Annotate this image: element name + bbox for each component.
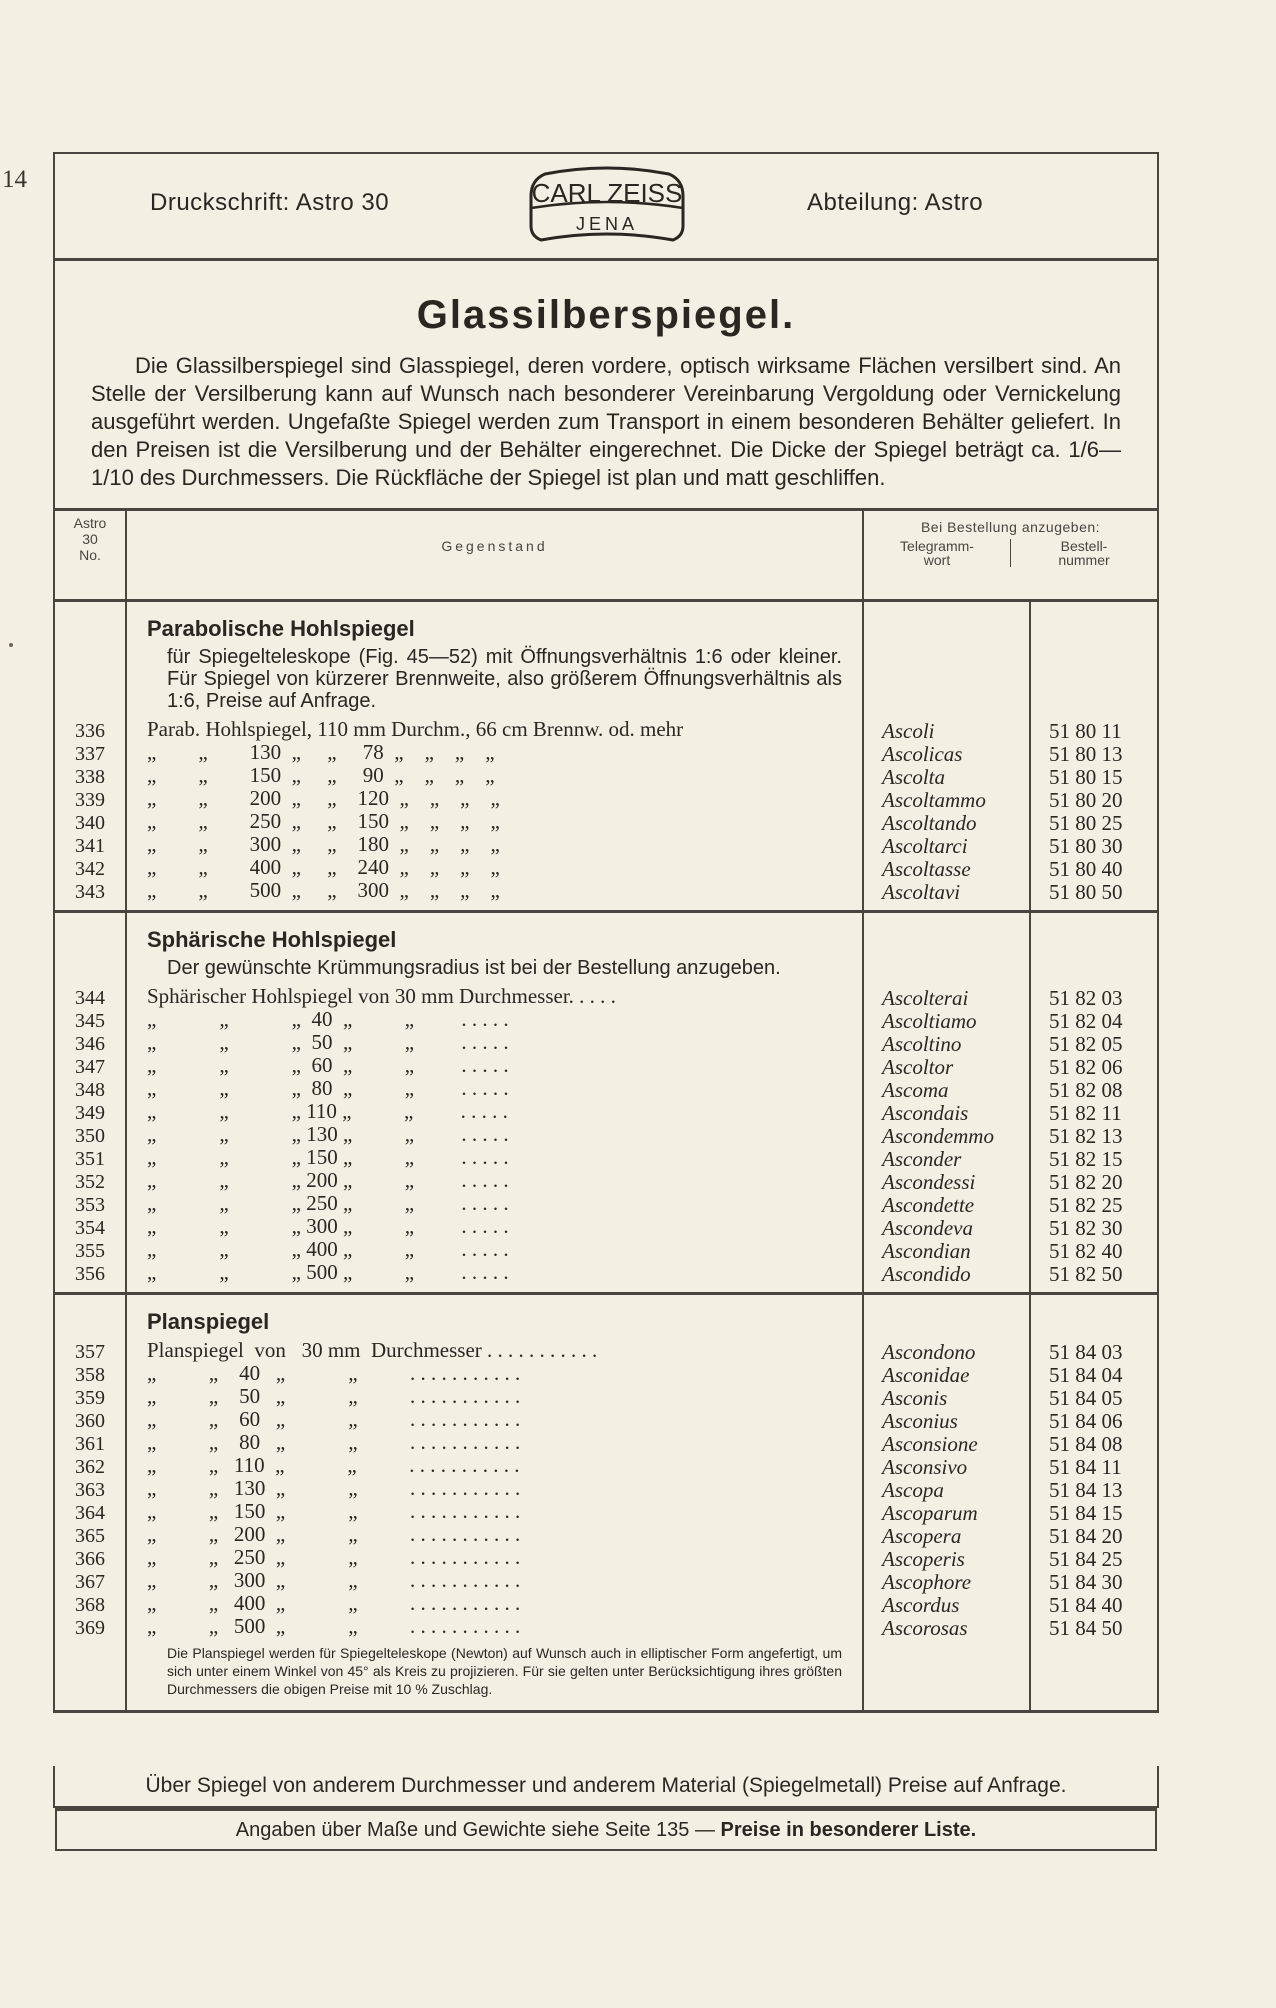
header-astro-line2: 30 xyxy=(82,531,98,547)
item-number: 354 xyxy=(75,1216,105,1239)
item-description: „ „ 80 „ „ . . . . . . . . . . . xyxy=(147,1431,521,1454)
telegramm-word: Ascoltiamo xyxy=(882,1008,977,1033)
order-number: 51 80 13 xyxy=(1049,741,1123,766)
order-number: 51 84 25 xyxy=(1049,1546,1123,1571)
telegramm-word: Ascoltando xyxy=(882,810,977,835)
item-number: 339 xyxy=(75,788,105,811)
item-number: 346 xyxy=(75,1032,105,1055)
order-number: 51 84 40 xyxy=(1049,1592,1123,1617)
item-number: 358 xyxy=(75,1363,105,1386)
item-description: „ „ 300 „ „ 180 „ „ „ „ xyxy=(147,833,500,856)
telegramm-word: Ascondessi xyxy=(882,1169,976,1194)
telegramm-word: Ascondemmo xyxy=(882,1123,994,1148)
logo-text-bottom: JENA xyxy=(575,214,639,234)
section-items xyxy=(126,1294,863,1712)
catalog-sections xyxy=(55,601,1157,1712)
section-telegramm xyxy=(863,601,1030,912)
section-numbers xyxy=(55,912,126,1294)
telegramm-word: Asconidae xyxy=(882,1362,970,1387)
order-number: 51 84 06 xyxy=(1049,1408,1123,1433)
druckschrift-label: Druckschrift: Astro 30 xyxy=(150,189,390,216)
order-number: 51 84 50 xyxy=(1049,1615,1123,1640)
telegramm-word: Ascoma xyxy=(882,1077,949,1102)
item-description: „ „ 40 „ „ . . . . . . . . . . . xyxy=(147,1362,521,1385)
item-number: 347 xyxy=(75,1055,105,1078)
item-description: „ „ 150 „ „ 90 „ „ „ „ xyxy=(147,764,495,787)
item-number: 350 xyxy=(75,1124,105,1147)
telegramm-word: Ascondido xyxy=(882,1261,971,1286)
order-number: 51 84 15 xyxy=(1049,1500,1123,1525)
item-description: „ „ 60 „ „ . . . . . . . . . . . xyxy=(147,1408,521,1431)
item-number: 337 xyxy=(75,742,105,765)
order-number: 51 84 03 xyxy=(1049,1339,1123,1364)
page-header xyxy=(55,154,1157,261)
item-description: Sphärischer Hohlspiegel von 30 mm Durchmesser. . . . . xyxy=(147,985,616,1008)
item-description: „ „ 500 „ „ 300 „ „ „ „ xyxy=(147,879,500,902)
order-number: 51 82 50 xyxy=(1049,1261,1123,1286)
item-description: „ „ 110 „ „ . . . . . . . . . . . xyxy=(147,1454,520,1477)
telegramm-word: Asconsivo xyxy=(882,1454,968,1479)
intro-paragraph: Die Glassilberspiegel sind Glasspiegel, deren vordere, optisch wirksame Flächen versilbert sind. An Stelle der Versilberung kann auf Wunsch nach besonderer Vereinbarung Vergoldung oder Vernickelung ausgeführt werden. Ungefaßte Spiegel werden zum Transport in einem besonderen Behälter geliefert. In den Preisen ist die Versilberung und der Behälter eingerechnet. Die Dicke der Spiegel beträgt ca. 1/6—1/10 des Durchmessers. Die Rückfläche der Spiegel ist plan und matt geschliffen. xyxy=(91,353,1121,490)
item-number: 336 xyxy=(75,719,105,742)
item-number: 356 xyxy=(75,1262,105,1285)
item-description: „ „ „ 400 „ „ . . . . . xyxy=(147,1238,509,1261)
item-description: „ „ „ 130 „ „ . . . . . xyxy=(147,1123,509,1146)
section-2 xyxy=(55,1294,1157,1712)
item-number: 365 xyxy=(75,1524,105,1547)
section-title: Parabolische Hohlspiegel xyxy=(147,616,415,641)
telegramm-word: Asconder xyxy=(882,1146,962,1171)
item-number: 363 xyxy=(75,1478,105,1501)
order-number: 51 84 08 xyxy=(1049,1431,1123,1456)
item-number: 348 xyxy=(75,1078,105,1101)
item-description: „ „ 500 „ „ . . . . . . . . . . . xyxy=(147,1615,521,1638)
item-number: 360 xyxy=(75,1409,105,1432)
section-numbers xyxy=(55,1294,126,1712)
section-telegramm xyxy=(863,912,1030,1294)
telegramm-word: Ascondeva xyxy=(882,1215,973,1240)
item-description: „ „ „ 110 „ „ . . . . . xyxy=(147,1100,508,1123)
section-numbers xyxy=(55,601,126,912)
order-number: 51 80 40 xyxy=(1049,856,1123,881)
order-number: 51 82 30 xyxy=(1049,1215,1123,1240)
order-number: 51 82 11 xyxy=(1049,1100,1122,1125)
section-title: Planspiegel xyxy=(147,1309,270,1334)
telegramm-word: Ascopera xyxy=(882,1523,962,1548)
item-description: „ „ 150 „ „ . . . . . . . . . . . xyxy=(147,1500,521,1523)
telegramm-word: Ascoltarci xyxy=(882,833,968,858)
item-description: „ „ „ 40 „ „ . . . . . xyxy=(147,1008,509,1031)
order-number: 51 84 20 xyxy=(1049,1523,1123,1548)
item-description: „ „ „ 250 „ „ . . . . . xyxy=(147,1192,509,1215)
header-bestellung xyxy=(863,511,1157,601)
section-bestellnummer xyxy=(1030,601,1157,912)
order-number: 51 84 11 xyxy=(1049,1454,1122,1479)
item-number: 359 xyxy=(75,1386,105,1409)
catalog-page-frame xyxy=(53,152,1159,1713)
item-description: „ „ 400 „ „ . . . . . . . . . . . xyxy=(147,1592,521,1615)
section-bestellnummer xyxy=(1030,912,1157,1294)
item-description: „ „ 50 „ „ . . . . . . . . . . . xyxy=(147,1385,521,1408)
item-number: 355 xyxy=(75,1239,105,1262)
section-title: Sphärische Hohlspiegel xyxy=(147,927,397,952)
intro-section xyxy=(55,261,1157,511)
item-number: 367 xyxy=(75,1570,105,1593)
item-description: „ „ 130 „ „ . . . . . . . . . . . xyxy=(147,1477,521,1500)
order-number: 51 80 25 xyxy=(1049,810,1123,835)
section-0 xyxy=(55,601,1157,912)
item-number: 344 xyxy=(75,986,105,1009)
order-number: 51 80 50 xyxy=(1049,879,1123,904)
abteilung-label: Abteilung: Astro xyxy=(807,189,984,216)
telegramm-word: Ascoltavi xyxy=(882,879,961,904)
page-title: Glassilberspiegel. xyxy=(416,293,796,337)
header-astro-line3: No. xyxy=(79,547,101,563)
order-number: 51 82 05 xyxy=(1049,1031,1123,1056)
order-number: 51 84 13 xyxy=(1049,1477,1123,1502)
footer-note-prices xyxy=(55,1808,1157,1851)
telegramm-word: Asconius xyxy=(882,1408,958,1433)
item-description: „ „ 250 „ „ 150 „ „ „ „ xyxy=(147,810,500,833)
logo-text-top: CARL ZEISS xyxy=(531,178,683,208)
item-description: „ „ „ 50 „ „ . . . . . xyxy=(147,1031,509,1054)
telegramm-word: Ascoperis xyxy=(882,1546,965,1571)
telegramm-word: Ascopa xyxy=(882,1477,944,1502)
order-number: 51 82 08 xyxy=(1049,1077,1123,1102)
telegramm-word: Ascondono xyxy=(882,1339,976,1364)
item-number: 351 xyxy=(75,1147,105,1170)
header-gegenstand: Gegenstand xyxy=(126,511,863,601)
item-description: „ „ „ 500 „ „ . . . . . xyxy=(147,1261,509,1284)
section-items xyxy=(126,912,863,1294)
telegramm-word: Ascondian xyxy=(882,1238,971,1263)
header-bestellnummer: Bestell- nummer xyxy=(1058,538,1110,568)
telegramm-word: Ascolterai xyxy=(882,985,969,1010)
item-number: 366 xyxy=(75,1547,105,1570)
section-bestellnummer xyxy=(1030,1294,1157,1712)
telegramm-word: Ascoparum xyxy=(882,1500,978,1525)
telegramm-word: Ascorosas xyxy=(882,1615,968,1640)
item-number: 369 xyxy=(75,1616,105,1639)
item-number: 341 xyxy=(75,834,105,857)
item-number: 338 xyxy=(75,765,105,788)
telegramm-word: Ascoltasse xyxy=(882,856,971,881)
item-description: „ „ 300 „ „ . . . . . . . . . . . xyxy=(147,1569,521,1592)
telegramm-word: Ascolicas xyxy=(882,741,963,766)
footer-price-list: Preise in besonderer Liste. xyxy=(720,1819,977,1841)
item-description: „ „ „ 80 „ „ . . . . . xyxy=(147,1077,509,1100)
order-number: 51 82 20 xyxy=(1049,1169,1123,1194)
telegramm-word: Asconsione xyxy=(882,1431,978,1456)
telegramm-word: Ascordus xyxy=(882,1592,960,1617)
telegramm-word: Ascophore xyxy=(882,1569,972,1594)
section-note: Die Planspiegel werden für Spiegelteleskope (Newton) auf Wunsch auch in elliptischer Form angefertigt, um sich unter einem Winkel von 45° als Kreis zu projizieren. Für sie gelten unter Berücksichtigung ihres größten Durchmessers die obigen Preise mit 10 % Zuschlag. xyxy=(167,1645,842,1697)
item-description: „ „ 130 „ „ 78 „ „ „ „ xyxy=(147,741,495,764)
item-description: „ „ 200 „ „ . . . . . . . . . . . xyxy=(147,1523,521,1546)
item-number: 343 xyxy=(75,880,105,903)
footer-reference: Angaben über Maße und Gewichte siehe Seite 135 — xyxy=(235,1819,721,1841)
item-description: „ „ 200 „ „ 120 „ „ „ „ xyxy=(147,787,500,810)
item-number: 357 xyxy=(75,1340,105,1363)
item-number: 340 xyxy=(75,811,105,834)
carl-zeiss-logo-icon xyxy=(523,166,691,246)
telegramm-word: Ascondette xyxy=(882,1192,975,1217)
item-description: „ „ 250 „ „ . . . . . . . . . . . xyxy=(147,1546,521,1569)
section-1 xyxy=(55,912,1157,1294)
order-number: 51 80 30 xyxy=(1049,833,1123,858)
item-description: Planspiegel von 30 mm Durchmesser . . . . . . . . . . . xyxy=(147,1339,598,1362)
telegramm-word: Ascoltammo xyxy=(882,787,986,812)
order-number: 51 80 15 xyxy=(1049,764,1123,789)
order-number: 51 82 13 xyxy=(1049,1123,1123,1148)
item-description: Parab. Hohlspiegel, 110 mm Durchm., 66 cm Brennw. od. mehr xyxy=(147,718,684,741)
header-bei-bestellung: Bei Bestellung anzugeben: xyxy=(920,519,1101,535)
item-number: 368 xyxy=(75,1593,105,1616)
item-description: „ „ „ 200 „ „ . . . . . xyxy=(147,1169,509,1192)
order-number: 51 84 04 xyxy=(1049,1362,1123,1387)
header-astro-no xyxy=(55,511,126,601)
order-number: 51 80 20 xyxy=(1049,787,1123,812)
order-number: 51 82 40 xyxy=(1049,1238,1123,1263)
item-number: 364 xyxy=(75,1501,105,1524)
order-number: 51 82 04 xyxy=(1049,1008,1123,1033)
telegramm-word: Ascondais xyxy=(882,1100,969,1125)
section-description: Der gewünschte Krümmungsradius ist bei der Bestellung anzugeben. xyxy=(167,957,781,979)
print-speck xyxy=(9,643,13,647)
section-items xyxy=(126,601,863,912)
item-number: 353 xyxy=(75,1193,105,1216)
header-telegrammwort: Telegramm- wort xyxy=(864,539,1011,567)
item-number: 345 xyxy=(75,1009,105,1032)
catalog-table xyxy=(55,511,1157,1713)
item-description: „ „ „ 150 „ „ . . . . . xyxy=(147,1146,509,1169)
telegramm-word: Ascoltino xyxy=(882,1031,962,1056)
item-description: „ „ „ 60 „ „ . . . . . xyxy=(147,1054,509,1077)
item-number: 349 xyxy=(75,1101,105,1124)
section-telegramm xyxy=(863,1294,1030,1712)
item-description: „ „ 400 „ „ 240 „ „ „ „ xyxy=(147,856,500,879)
order-number: 51 84 05 xyxy=(1049,1385,1123,1410)
telegramm-word: Ascolta xyxy=(882,764,945,789)
order-number: 51 82 06 xyxy=(1049,1054,1123,1079)
telegramm-word: Ascoli xyxy=(882,718,935,743)
table-header-row xyxy=(55,511,1157,601)
order-number: 51 82 15 xyxy=(1049,1146,1123,1171)
order-number: 51 82 03 xyxy=(1049,985,1123,1010)
item-number: 362 xyxy=(75,1455,105,1478)
order-number: 51 84 30 xyxy=(1049,1569,1123,1594)
section-description: für Spiegelteleskope (Fig. 45—52) mit Öffnungsverhältnis 1:6 oder kleiner. Für Spiegel von kürzerer Brennweite, also größerem Öffnungsverhältnis als 1:6, Preise auf Anfrage. xyxy=(167,646,842,712)
telegramm-word: Ascoltor xyxy=(882,1054,954,1079)
item-number: 361 xyxy=(75,1432,105,1455)
header-astro-line1: Astro xyxy=(73,515,107,531)
item-number: 352 xyxy=(75,1170,105,1193)
item-number: 342 xyxy=(75,857,105,880)
item-description: „ „ „ 300 „ „ . . . . . xyxy=(147,1215,509,1238)
telegramm-word: Asconis xyxy=(882,1385,948,1410)
page-number: 14 xyxy=(2,166,27,193)
order-number: 51 80 11 xyxy=(1049,718,1122,743)
order-number: 51 82 25 xyxy=(1049,1192,1123,1217)
footer-note-material: Über Spiegel von anderem Durchmesser und anderem Material (Spiegelmetall) Preise auf Anfrage. xyxy=(53,1766,1159,1808)
